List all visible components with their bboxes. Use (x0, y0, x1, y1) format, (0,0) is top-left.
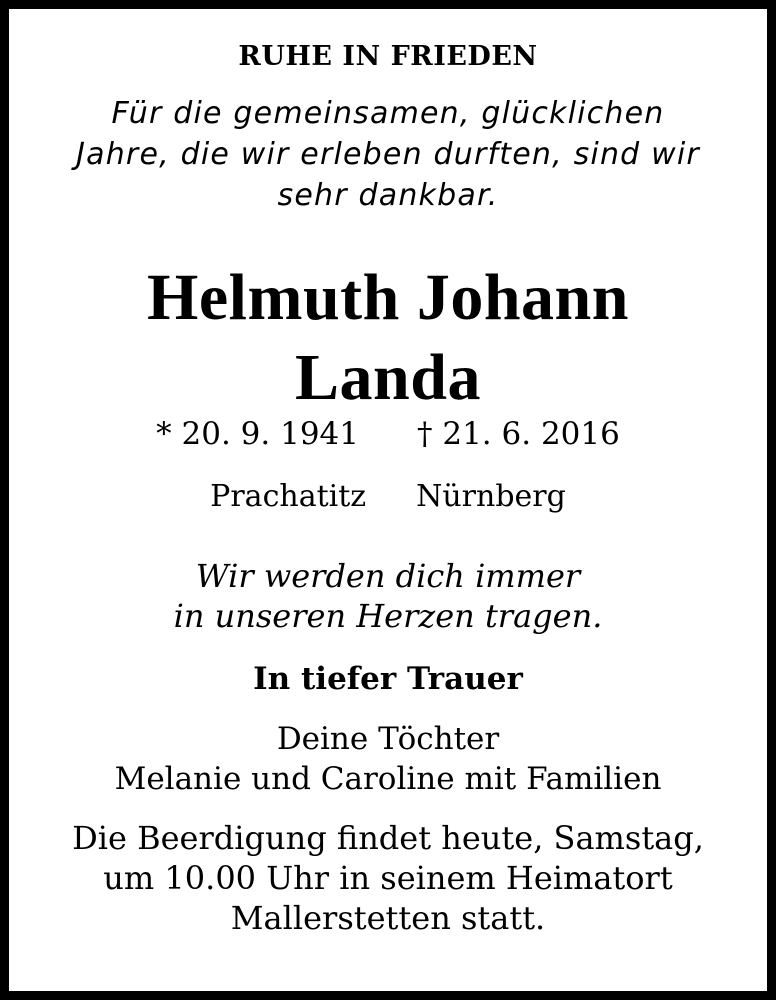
funeral-notice-line-2: um 10.00 Uhr in seinem Heimatort (103, 859, 673, 897)
family-line-1: Deine Töchter (276, 721, 500, 757)
deceased-name-line-1: Helmuth Johann (147, 261, 629, 334)
verse-line-2: in unseren Herzen tragen. (173, 597, 603, 635)
header-title: RUHE IN FRIEDEN (238, 41, 538, 72)
deceased-name-line-2: Landa (295, 341, 481, 414)
life-places (0, 479, 776, 514)
life-dates (0, 416, 776, 452)
birth-place: Prachatitz (210, 479, 367, 514)
motto-line-1: Für die gemeinsamen, glücklichen (111, 96, 665, 131)
motto-line-3: sehr dankbar. (277, 178, 499, 213)
verse-line-1: Wir werden dich immer (195, 557, 581, 595)
death-date: † 21. 6. 2016 (417, 416, 620, 452)
death-place: Nürnberg (416, 479, 566, 514)
family-line-2: Melanie und Caroline mit Familien (114, 761, 662, 797)
funeral-notice-line-1: Die Beerdigung findet heute, Samstag, (72, 819, 704, 857)
funeral-notice-line-3: Mallerstetten statt. (230, 899, 546, 937)
birth-date: * 20. 9. 1941 (156, 416, 359, 452)
mourning-heading: In tiefer Trauer (253, 661, 523, 697)
motto-line-2: Jahre, die wir erleben durften, sind wir (76, 137, 700, 172)
